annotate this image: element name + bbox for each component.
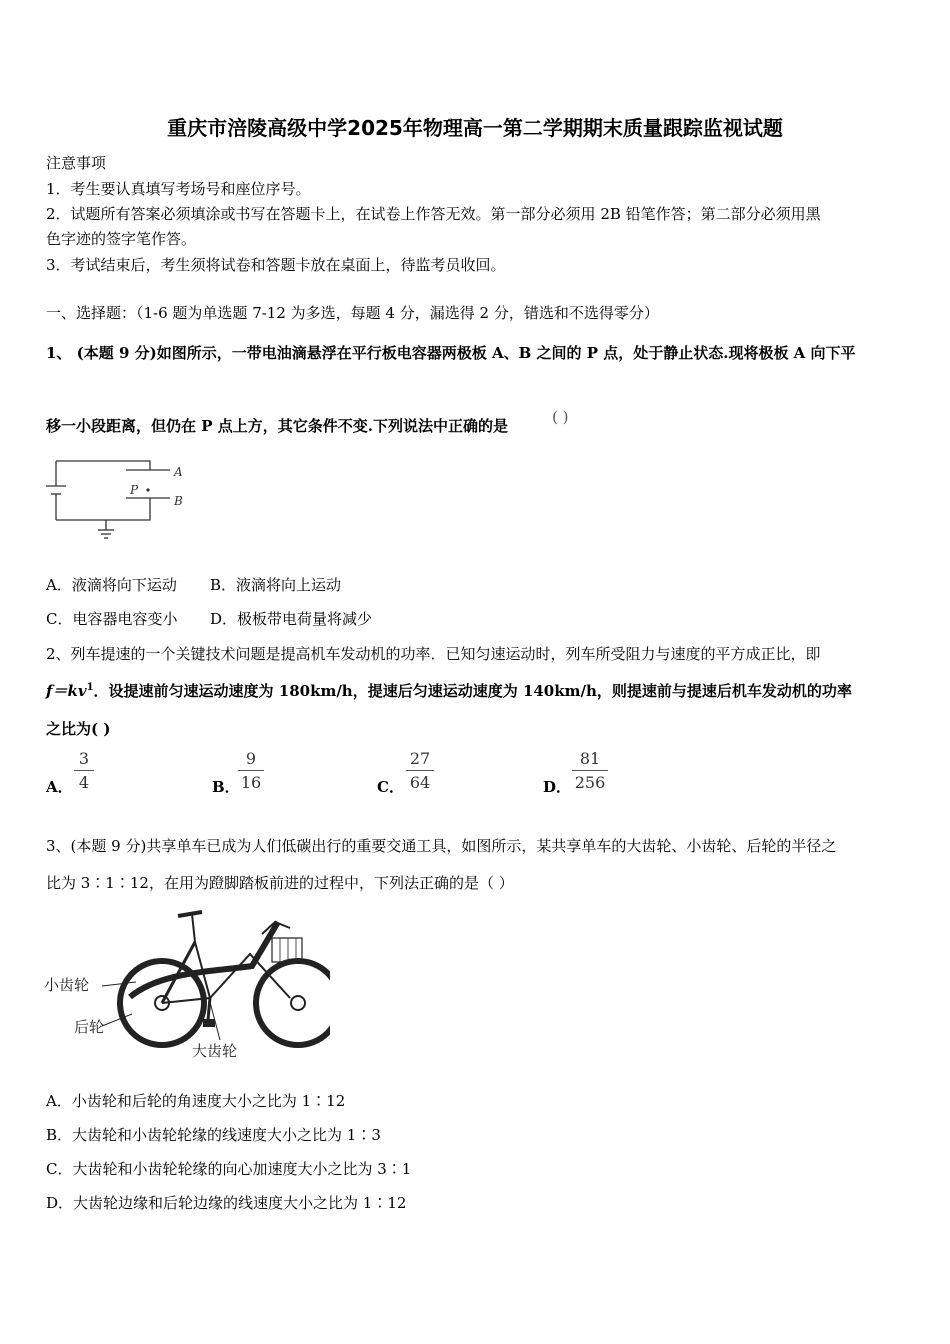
q3-option-a: A．小齿轮和后轮的角速度大小之比为 1∶12 [46, 1092, 346, 1110]
plate-b-label: B [174, 494, 183, 508]
label-big-gear: 大齿轮 [192, 1042, 238, 1060]
q3-stem-line1: 3、(本题 9 分)共享单车已成为人们低碳出行的重要交通工具，如图所示，某共享单车的大齿轮、小齿轮、后轮的半径之 [46, 837, 837, 855]
q2-option-c-numerator: 27 [406, 749, 434, 771]
q2-option-b-fraction [238, 749, 264, 792]
q2-option-c-denominator: 64 [409, 773, 431, 792]
q2-stem-line3: 之比为( ) [46, 720, 111, 738]
capacitor-circuit-diagram [40, 458, 190, 546]
q2-option-a-denominator: 4 [78, 773, 90, 792]
q1-option-c: C．电容器电容变小 [46, 610, 178, 628]
page-title: 重庆市涪陵高级中学2025年物理高一第二学期期末质量跟踪监视试题 [167, 116, 783, 140]
q2-option-d-fraction [572, 749, 608, 792]
section-heading: 一、选择题：（1-6 题为单选题 7-12 为多选，每题 4 分，漏选得 2 分，错选和不选得零分） [46, 304, 659, 322]
q2-option-d-denominator: 256 [574, 773, 606, 792]
q2-option-d-numerator: 81 [572, 749, 608, 771]
q2-option-b-numerator: 9 [238, 749, 264, 771]
q3-option-d: D．大齿轮边缘和后轮边缘的线速度大小之比为 1∶12 [46, 1194, 407, 1212]
notice-item-2-cont: 色字迹的签字笔作答。 [46, 230, 197, 248]
bicycle-diagram [40, 902, 330, 1062]
q2-formula-exponent: 1 [86, 682, 94, 693]
q2-stem-line1: 2、列车提速的一个关键技术问题是提高机车发动机的功率．已知匀速运动时，列车所受阻力与速度的平方成正比，即 [46, 645, 821, 663]
q2-option-a-label: A． [46, 778, 73, 796]
notice-heading: 注意事项 [46, 154, 107, 172]
label-small-gear: 小齿轮 [44, 976, 90, 994]
q2-option-b-label: B． [212, 778, 240, 796]
q2-stem-line2 [46, 680, 852, 701]
q3-option-b: B．大齿轮和小齿轮轮缘的线速度大小之比为 1∶3 [46, 1126, 381, 1144]
q2-option-a-numerator: 3 [74, 749, 94, 771]
notice-item-1: 1．考生要认真填写考场号和座位序号。 [46, 180, 311, 198]
q1-option-b: B．液滴将向上运动 [210, 576, 342, 594]
q2-option-b-denominator: 16 [240, 773, 262, 792]
plate-a-label: A [174, 465, 183, 479]
q1-stem-line2: 移一小段距离，但仍在 P 点上方，其它条件不变.下列说法中正确的是 [46, 417, 508, 435]
q1-option-a: A．液滴将向下运动 [46, 576, 177, 594]
q3-stem-line2: 比为 3∶1∶12，在用为蹬脚踏板前进的过程中，下列法正确的是（ ） [46, 874, 514, 892]
q1-answer-paren: ( ) [552, 408, 569, 426]
q2-option-d-label: D． [543, 778, 572, 796]
q2-option-c-fraction [406, 749, 434, 792]
notice-item-2: 2．试题所有答案必须填涂或书写在答题卡上，在试卷上作答无效。第一部分必须用 2B 铅笔作答；第二部分必须用黑 [46, 205, 821, 223]
q3-option-c: C．大齿轮和小齿轮轮缘的向心加速度大小之比为 3∶1 [46, 1160, 412, 1178]
q1-stem-line1: 1、 (本题 9 分)如图所示，一带电油滴悬浮在平行板电容器两极板 A、B 之间的 P 点，处于静止状态.现将极板 A 向下平 [46, 344, 856, 362]
q2-stem-line2-text: ．设提速前匀速运动速度为 180km/h，提速后匀速运动速度为 140km/h，则提速前与提速后机车发动机的功率 [93, 682, 852, 700]
q1-option-d: D．极板带电荷量将减少 [210, 610, 373, 628]
q2-option-c-label: C． [377, 778, 404, 796]
q2-option-a-fraction [74, 749, 94, 792]
label-rear-wheel: 后轮 [74, 1018, 105, 1036]
point-p-label: P [130, 483, 139, 497]
notice-item-3: 3．考试结束后，考生须将试卷和答题卡放在桌面上，待监考员收回。 [46, 256, 506, 274]
q2-formula: f＝kv [46, 682, 87, 700]
